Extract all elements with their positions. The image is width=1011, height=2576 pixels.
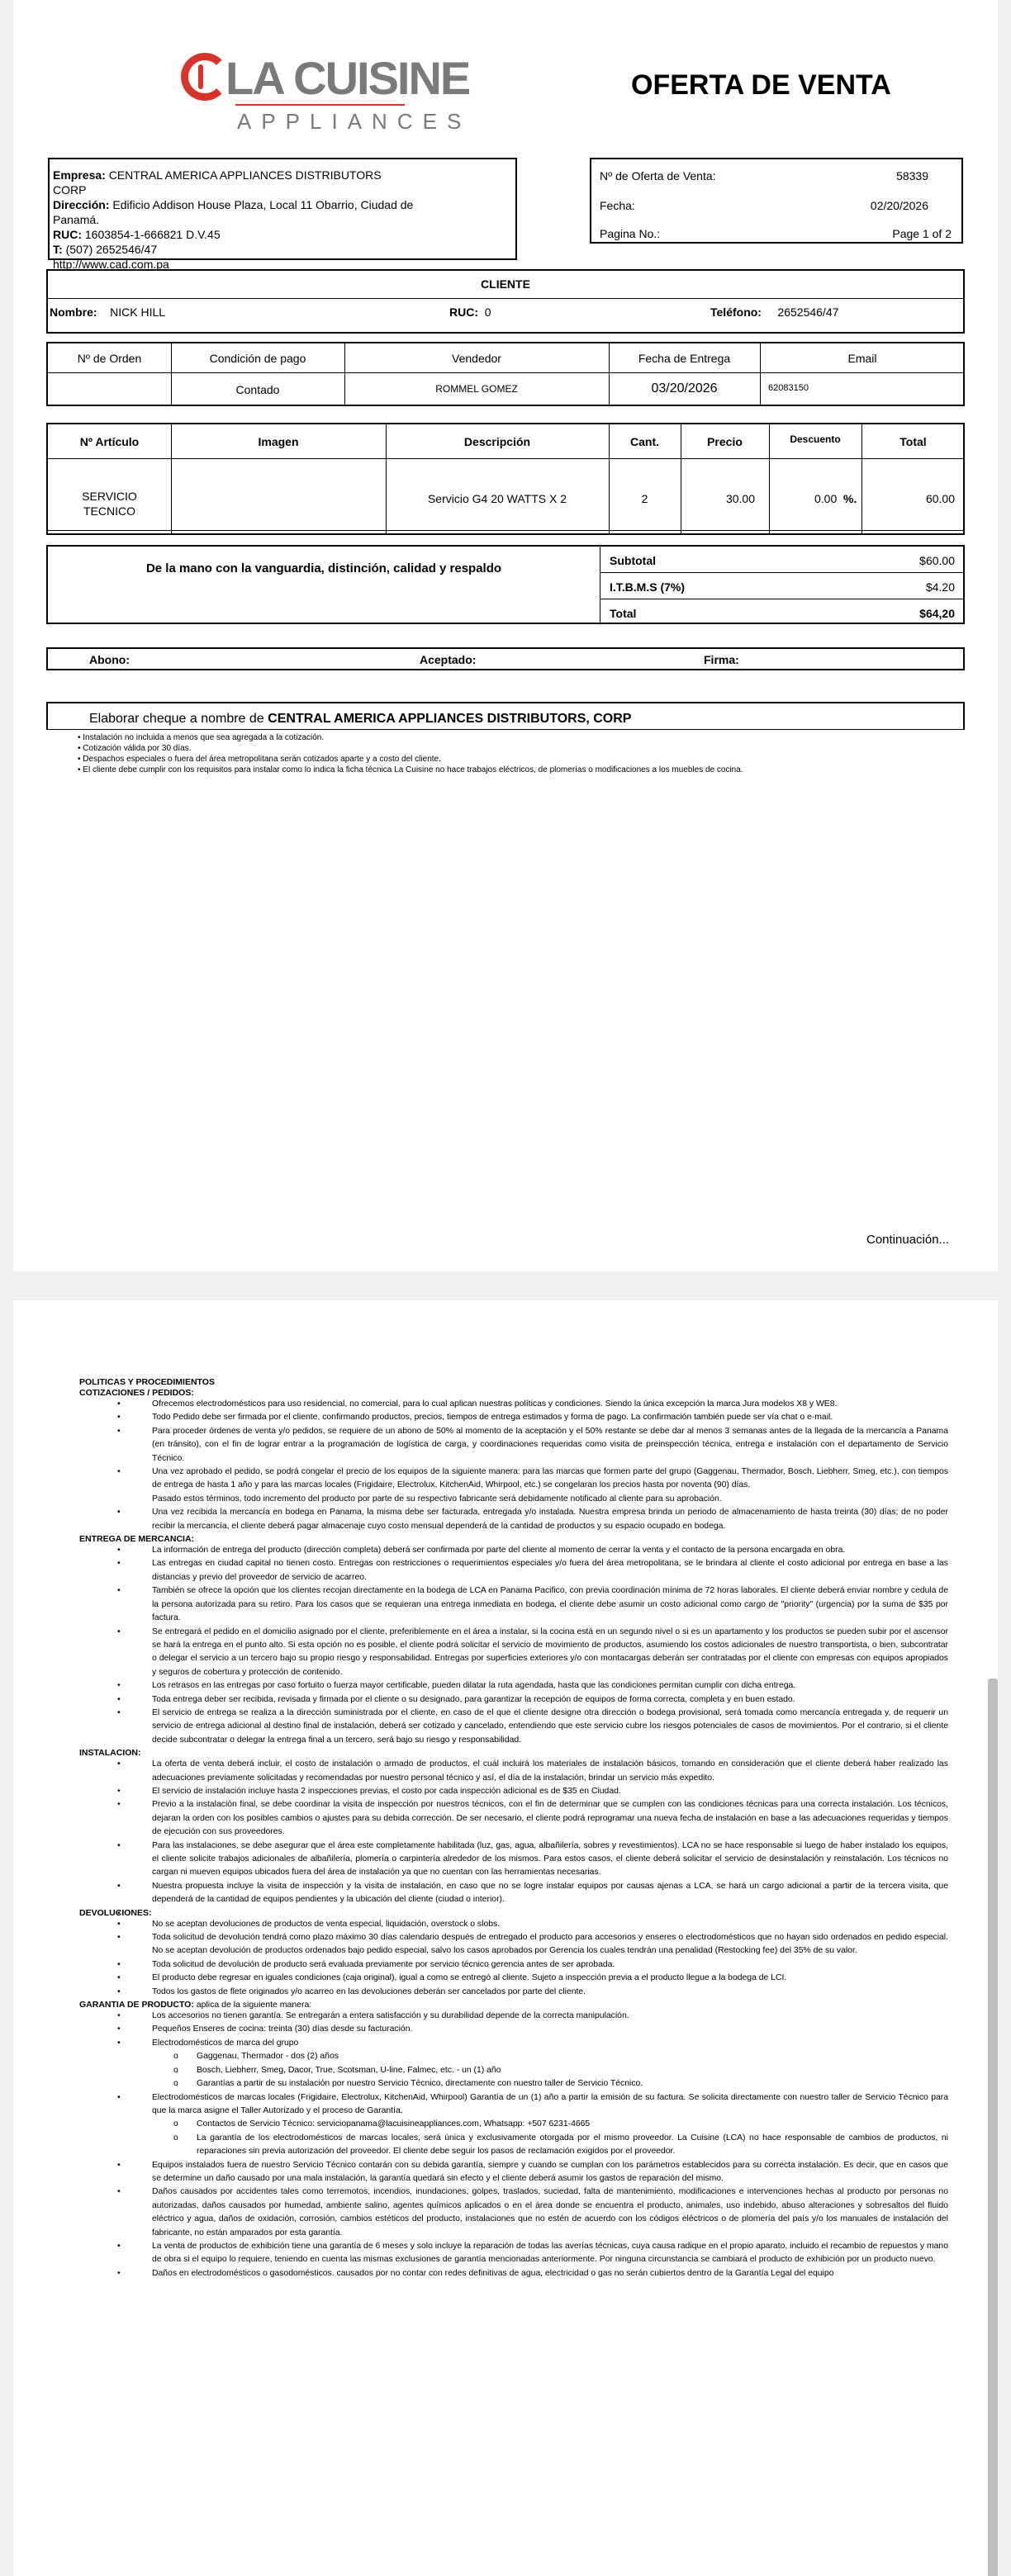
logo-sub-text: APPLIANCES [237,109,472,134]
policies-section: POLITICAS Y PROCEDIMIENTOS COTIZACIONES / PEDIDOS: • Ofrecemos electrodomésticos para uso residencial, no comercial, para lo cual aplican nuestras políticas y condiciones. Siendo la única excepción la marca Jura modelos X8 y WE8. • Todo Pedido debe ser firmada por el cliente, confirmando productos, precios, tiempos de entrega estimados y forma de pago. La confirmación también puede ser vía chat o e-mail. • Para proceder órdenes de venta y/o pedidos, se requiere de un abono de 50% al momento de la aceptación y el 50% restante se debe dar al menos 3 semanas antes de la llegada de la mercancía a Panama (en tránsito), con el fin de lograr entrar a la programación de logística de carga, y coordinaciones requeridas como visita de preinspección técnica, entrega e instalación con el departamento de Servicio Técnico. • Una vez aprobado el pedido, se podrá congelar el precio de los equipos de la siguiente manera: para las marcas que formen parte del grupo (Gaggenau, Thermador, Bosch, Liebherr, Smeg, etc.), con tiempos de entrega de hasta 1 año y para las marcas locales (Frigidaire, Electrolux, KitchenAid, Whirpool, etc.) se congelaran los precios hasta por noventa (90) días. Pasado estos términos, todo incremento del producto por parte de su respectivo fabricante será debidamente notificado al cliente para su aprobación. • Una vez recibida la mercancía en bodega en Panama, la misma debe ser facturada, entregada y/o instalada. Nuestra empresa brinda un periodo de almacenamiento de hasta treinta (30) días; de no poder recibir la mercancía, el cliente deberá pagar almacenaje cuyo costo mensual dependerá de la cantidad de productos y su espacio ocupado en bodega. ENTREGA DE MERCANCIA: • La información de entrega del producto (dirección completa) deberá ser confirmada por parte del cliente al momento de cerrar la venta y el contacto de la persona encargada en obra. • Las entregas en ciudad capital no tienen costo. Entregas con restricciones o requerimientos especiales y/o fuera del área metropolitana, se le brindara al cliente el costo adicional por entrega en base a las distancias y previo del proveedor de servicio de acarreo. • También se ofrece la opción que los clientes recojan directamente en la bodega de LCA en Panama Pacifico, con previa coordinación mínima de 72 horas laborales. El cliente deberá enviar nombre y cedula de la persona autorizada para su retiro. Para los casos que se requieran una entrega inmediata en bodega, el cliente debe asumir un costo adicional como cargo de "priority" (urgencia) por la suma de $35 por factura. • Se entregará el pedido en el domicilio asignado por el cliente, preferiblemente en el área a instalar, si la cocina está en un segundo nivel o si es un apartamento y los productos se pueden subir por el ascensor se hará la entrega en el punto alto. Si esta opción no es posible, el cliente podrá solicitar el servicio de movimiento de productos, asumiendo los costos adicionales de nuestro transportista, o bien, subcontratar o delegar el servicio a un tercero bajo su propio riesgo y responsabilidad. Entregas por superficies exteriores y/o con montacargas deberán ser contratadas por el cliente con empresas con equipos apropiados y seguros de cobertura y protección de contenido. • Los retrasos en las entregas por caso fortuito o fuerza mayor certificable, pueden dilatar la ruta agendada, hasta que las condiciones permitan cumplir con dicha entrega. • Toda entrega deber ser recibida, revisada y firmada por el cliente o su designado, para garantizar la recepción de equipos de forma correcta, completa y en buen estado. • El servicio de entrega se realiza a la dirección suministrada por el cliente, en caso de el que el cliente designe otra dirección o bodega provisional, será tomada como mercancía entregada y, de requerir un servicio de entrega adicional al destino final de instalación, deberá ser cotizado y cancelado, entendiendo que este servicio cubre los riesgos potenciales de casos de movimientos. Por el contrario, si el cliente decide subcontratar o delegar la entrega final a un tercero, será bajo su riesgo y responsabilidad. INSTALACION: • La oferta de venta deberá incluir, el costo de instalación o armado de productos, el cuál incluirá los materiales de instalación básicos, tomando en consideración que el cliente deberá haber realizado las adecuaciones previamente solicitadas y recomendadas por nuestro personal técnico y así, el día de la instalación, brindar un servicio más expedito. • El servicio de instalación incluye hasta 2 inspecciones previas, el costo por cada inspección adicional es de $35 en Ciudad. • Previo a la instalación final, se debe coordinar la visita de inspección por nuestros técnicos, con el fin de determinar que se cumplen con las condiciones técnicas para una correcta instalación. Los técnicos, dejaran la orden con los posibles cambios o ajustes para su debida corrección. De ser necesario, el cliente podrá reprogramar una nueva fecha de instalación en base a las adecuaciones requeridas y tiempos de ejecución con sus proveedores. • Para las instalaciones, se debe asegurar que el área este completamente habilitada (luz, gas, agua, albañilería, sobres y revestimientos). LCA no se hace responsable si luego de haber instalado los equipos, el cliente solicite trabajos adicionales de albañilería, plomería o carpintería alrededor de los mismos. Para estos casos, el cliente deberá solicitar el servicio de desinstalación y reinstalación. Los técnicos no cargan ni mueven equipos ubicados fuera del área de instalación ya que no cuentan con las herramientas necesarias. • Nuestra propuesta incluye la visita de inspección y la visita de instalación, en caso que no se logre instalar equipos por causas ajenas a LCA, se hará un cargo adicional a partir de la tercera visita, que dependerá de la cantidad de equipos pendientes y la ubicación del cliente (ciudad o interior). DEVOLUCIONES: • No se aceptan devoluciones de productos de venta especial, liquidación, overstock o slobs. • Toda solicitud de devolución tendrá como plazo máximo 30 días calendario después de entregado el producto para accesorios y enseres o electrodomésticos que no hayan sido ordenados en pedido especial. No se aceptan devolución de productos ordenados bajo pedido especial, salvo los casos aprobados por Gerencia los cuales tendrán una penalidad (Restocking fee) del 35% de su valor. • Toda solicitud de devolución de producto será evaluada previamente por servicio técnico gerencia antes de ser aprobada. • El producto debe regresar en iguales condiciones (caja original), igual a como se entregó al cliente. Sujeto a inspección previa a el producto llegue a la bodega de LCI. • Todos los gastos de flete originados y/o acarreo en las devoluciones deberán ser cancelados por parte del cliente. GARANTIA DE PRODUCTO: aplica de la siguiente manera: • Los accesorios no tienen garantía. Se entregarán a entera satisfacción y su durabilidad depende de la correcta manipulación. • Pequeños Enseres de cocina: treinta (30) días desde su facturación. • Electrodomésticos de marca del grupo o Gaggenau, Thermador - dos (2) años o Bosch, Liebherr, Smeg, Dacor, True, Scotsman, U-line, Falmec, etc. - un (1) año o Garantías a partir de su instalación por nuestro Servicio Técnico, directamente con nuestro taller de Servicio Técnico. • Electrodomésticos de marcas locales (Frigidaire, Electrolux, KitchenAid, Whirpool) Garantía de un (1) año a partir la emisión de su factura. Se solicita directamente con nuestro taller de Servicio Técnico para que la marca asigne el Taller Autorizado y el proceso de Garantía. o Contactos de Servicio Técnico: serviciopanama@lacuisineappliances.com, Whatsapp: +507 6231-4665 o La garantía de los electrodomésticos de marcas locales, será única y exclusivamente otorgada por el mismo proveedor. La Cuisine (LCA) no hace responsable de cambios de productos, ni reparaciones sin previa autorización del proveedor. El cliente debe seguir los pasos de reclamación exigidos por el proveedor. • Equipos instalados fuera de nuestro Servicio Técnico contarán con su debida garantía, siempre y cuando se cumplan con los parámetros establecidos para su correcta instalación. Es decir, que en casos que se determine un daño causado por una mala instalación, la garantía quedará sin efecto y el cliente deberá asumir los gastos de reparación del mismo. • Daños causados por accidentes tales como terremotos, incendios, inundaciones, golpes, traslados, suciedad, falta de mantenimiento, modificaciones e intervenciones hechas al producto por personas no autorizadas, daños causados por humedad, ambiente salino, agentes químicos aplicados o en el área donde se encuentra el producto, animales, uso indebido, abuso alteraciones y sobresaltos del fluido eléctrico y agua, daños de oxidación, corrosión, cambios estéticos del producto, instalaciones que no estén de acuerdo con los códigos eléctricos o de plomería del país y/o los manuales de instalación del fabricante, no están amparados por esta garantía. • La venta de productos de exhibición tiene una garantía de 6 meses y solo incluye la reparación de todas las averías técnicas, cuya causa radique en el propio aparato, incluido el recambio de repuestos y mano de obra si el equipo lo requiere, teniendo en cuenta las mismas exclusiones de garantía mencionadas anteriormente. Por ninguna circunstancia se cambiará el producto de exhibición por un producto nuevo. • Daños en electrodomésticos o gasodomésticos. causados por no contar con redes definitivas de agua, electricidad o gas no serán cubiertos dentro de la Garantía Legal del equipo [79,1376,948,2280]
item-price: 30.00 [725,492,755,505]
quote-number: 58339 [896,169,928,182]
delivery-date: 03/20/2026 [651,381,718,395]
cheque-payee: CENTRAL AMERICA APPLIANCES DISTRIBUTORS, CORP [268,712,632,726]
la-cuisine-logo [181,50,472,140]
logo-main-text: LA CUISINE [225,52,470,104]
quote-page-1 [13,0,998,1271]
scrollbar[interactable] [988,1679,998,2576]
client-box: CLIENTE Nombre: NICK HILL RUC: 0 Teléfono: 2652546/47 [46,269,965,334]
order-email: 62083150 [768,383,809,393]
client-phone: 2652546/47 [777,305,839,319]
item-total: 60.00 [925,492,955,505]
subtotal-value: $60.00 [919,554,955,567]
company-address: Edificio Addison House Plaza, Local 11 Obarrio, Ciudad de Panamá. [53,198,414,226]
signature-row: Abono: Aceptado: Firma: [46,647,965,670]
company-ruc: 1603854-1-666821 D.V.45 [84,228,221,241]
company-box: Empresa: CENTRAL AMERICA APPLIANCES DISTRIBUTORS CORP Dirección: Edificio Addison House Plaza, Local 11 Obarrio, Ciudad de Panamá. RUC: 1603854-1-666821 D.V.45 T: (507) 2652546/47 http://www.cad.com.pa [48,158,517,260]
company-phone: (507) 2652546/47 [65,243,158,256]
item-qty: 2 [641,492,648,505]
company-name: CENTRAL AMERICA APPLIANCES DISTRIBUTORS CORP [53,168,382,197]
quote-info-box: Nº de Oferta de Venta: 58339 Fecha: 02/20/2026 Pagina No.: Page 1 of 2 [590,158,963,244]
quote-date: 02/20/2026 [870,199,928,212]
logo-c-icon [181,53,229,101]
quote-page-2 [13,1300,998,2576]
item-article: SERVICIO TECNICO [82,490,137,518]
client-name: NICK HILL [110,305,166,319]
payment-condition: Contado [235,383,280,396]
client-ruc: 0 [484,305,491,319]
company-website[interactable]: http://www.cad.com.pa [53,258,169,271]
item-discount: 0.00 [814,492,838,505]
continuation-label: Continuación... [866,1233,950,1247]
items-table: Nº Artículo Imagen Descripción Cant. Precio Descuento Total SERVICIO TECNICO Servicio G4 20 WATTS X 2 2 30.00 0.00 %. 60.00 [46,423,965,535]
item-description: Servicio G4 20 WATTS X 2 [427,492,567,505]
seller-name: ROMMEL GOMEZ [435,383,518,395]
tax-value: $4.20 [925,580,955,594]
grand-total-value: $64,20 [919,607,955,620]
document-title: OFERTA DE VENTA [631,69,891,101]
slogan: De la mano con la vanguardia, distinción, calidad y respaldo [145,561,502,575]
order-table: Nº de Orden Condición de pago Vendedor Fecha de Entrega Email Contado ROMMEL GOMEZ 03/20/2026 62083150 [46,342,965,406]
quote-notes: • Instalación no incluida a menos que sea agregada a la cotización. • Cotización válida por 30 días. • Despachos especiales o fuera del área metropolitana serán cotizados aparte y a costo del cliente. • El cliente debe cumplir con los requisitos para instalar como lo indica la ficha técnica La Cuisine no hace trabajos eléctricos, de plomerías o modificaciones a los muebles de cocina. [78,733,743,774]
cheque-box: Elaborar cheque a nombre de CENTRAL AMERICA APPLIANCES DISTRIBUTORS, CORP [46,702,965,730]
page-indicator: Page 1 of 2 [892,227,952,240]
totals-box: De la mano con la vanguardia, distinción, calidad y respaldo Subtotal $60.00 I.T.B.M.S (7%) $4.20 Total $64,20 [46,545,965,624]
